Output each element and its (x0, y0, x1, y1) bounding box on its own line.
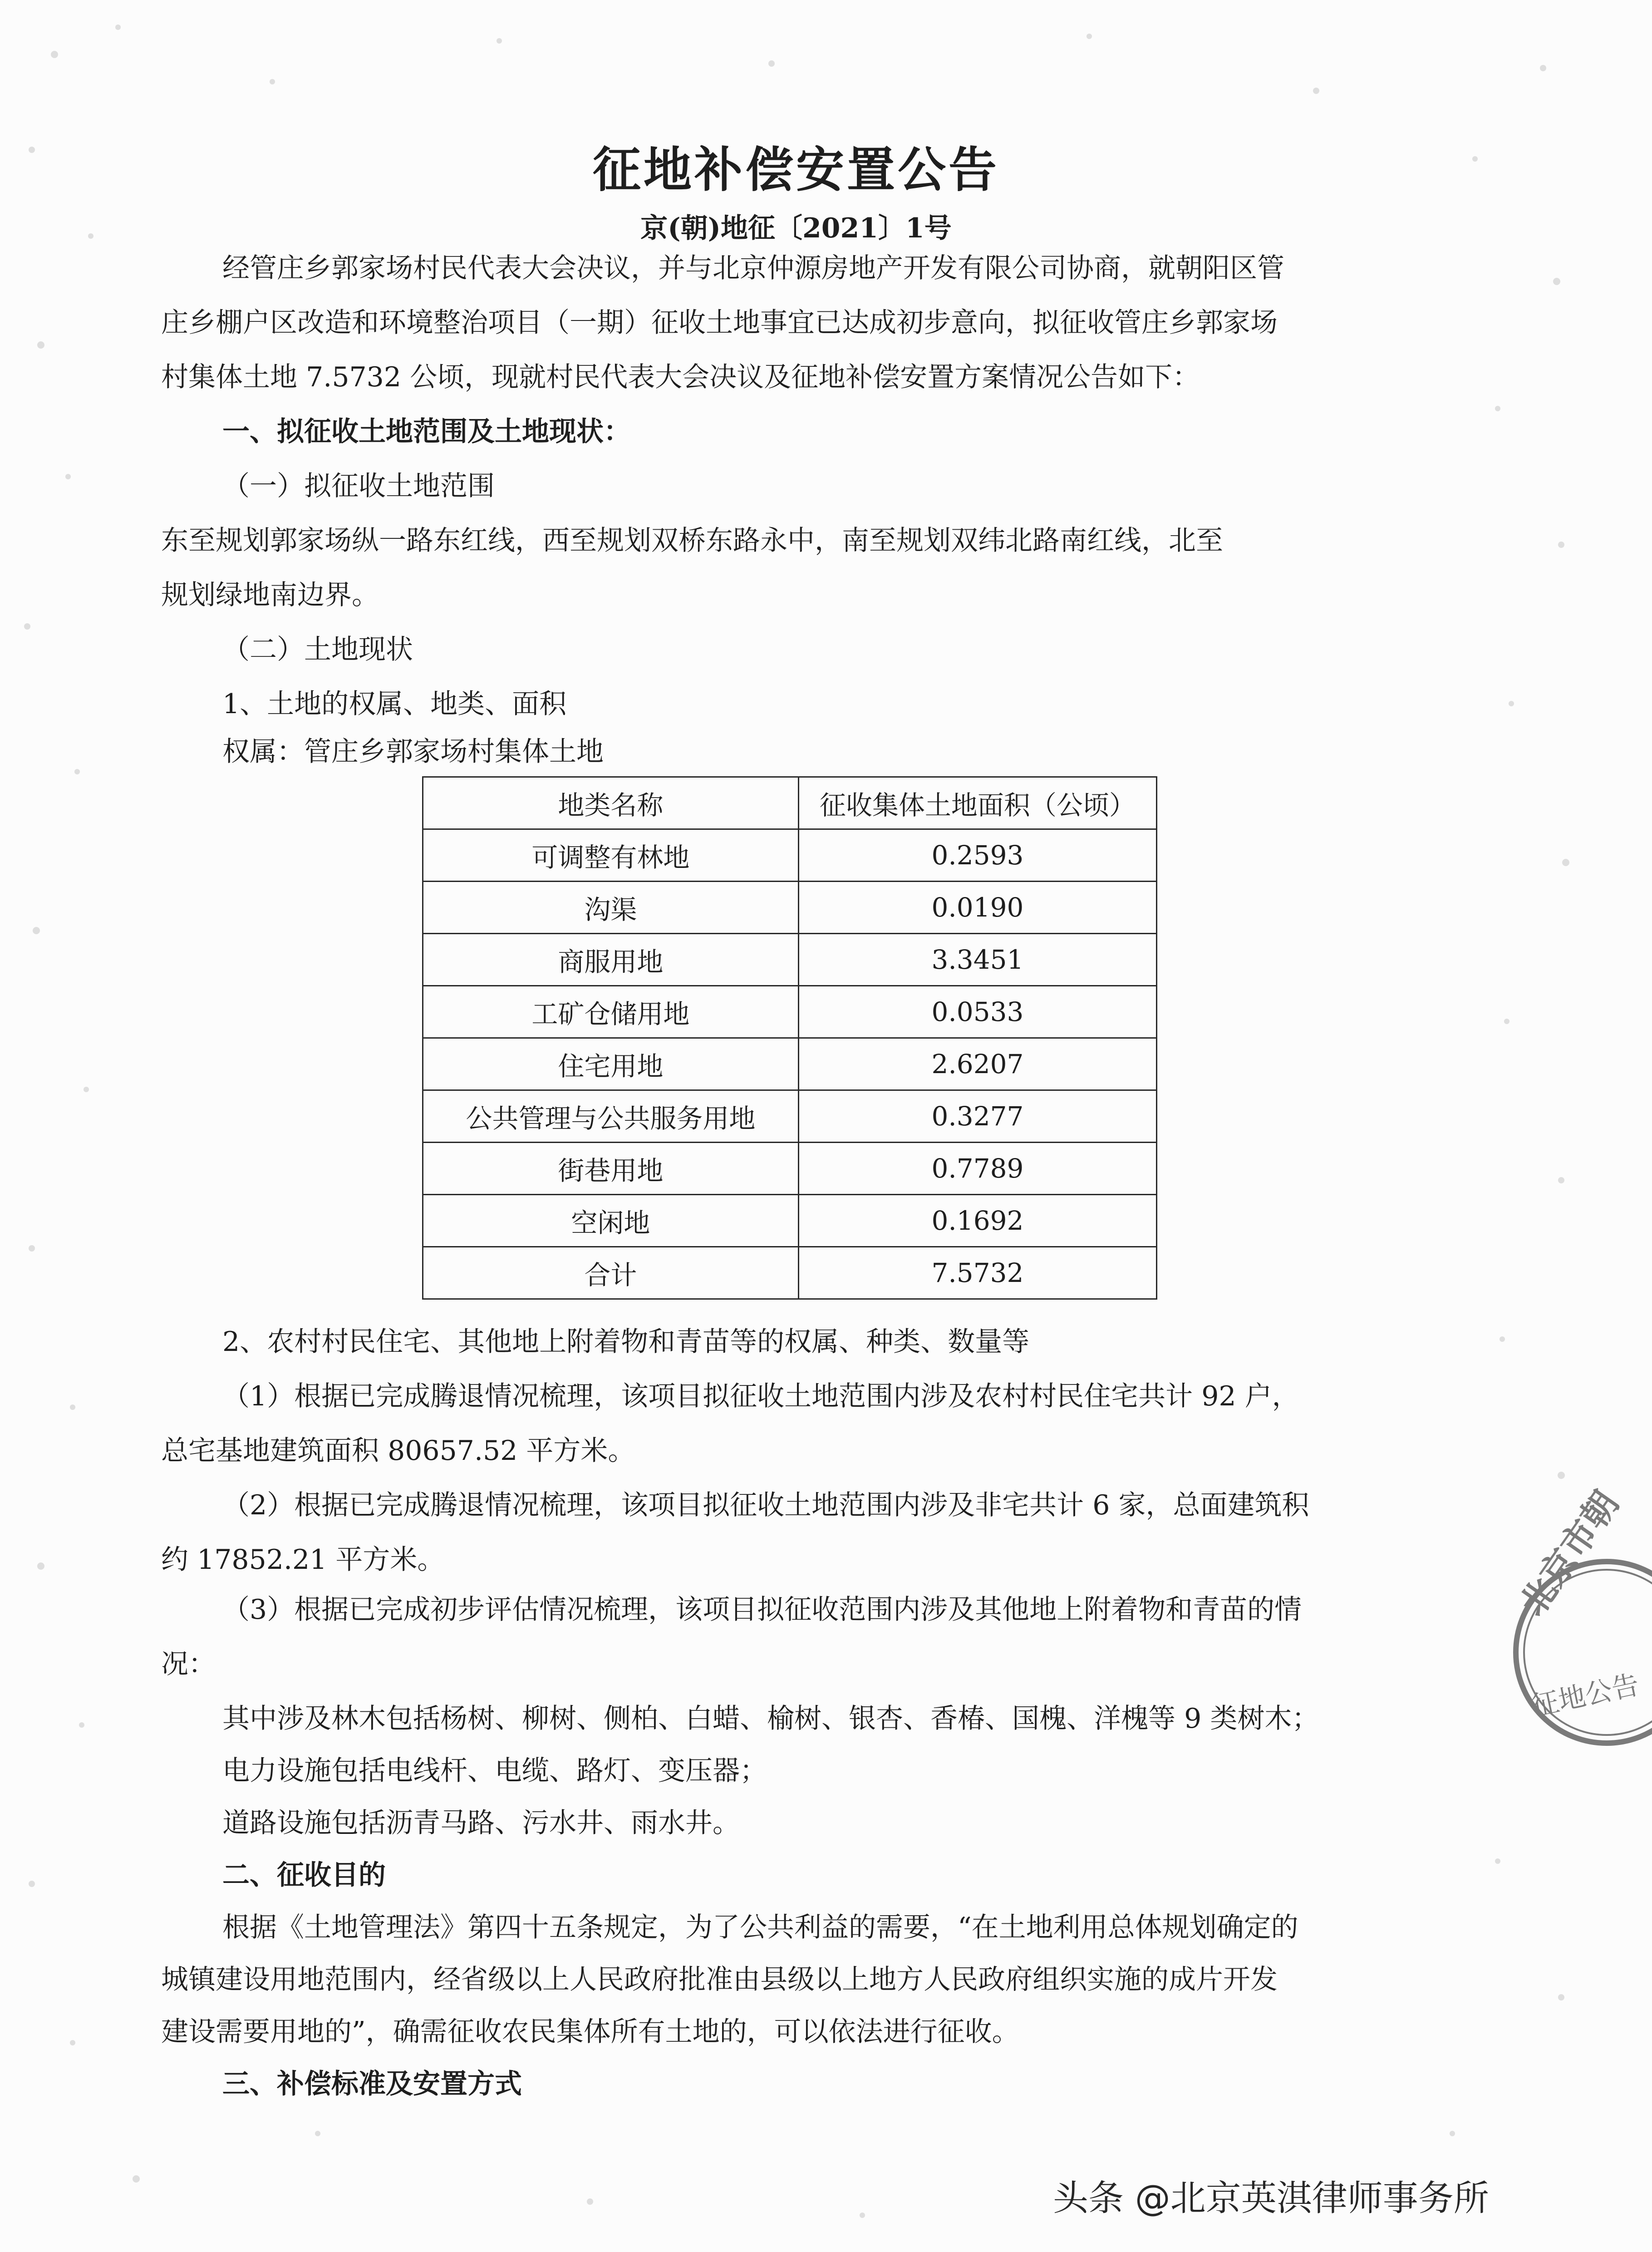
subsection-heading: （一）拟征收土地范围 (222, 470, 495, 502)
paragraph-line: （1）根据已完成腾退情况梳理，该项目拟征收土地范围内涉及农村村民住宅共计 92 户， (222, 1380, 1299, 1412)
land-area-cell: 0.3277 (798, 1090, 1156, 1143)
watermark-text: 头条 @北京英淇律师事务所 (1053, 2178, 1489, 2219)
land-type-cell: 合计 (423, 1247, 799, 1299)
paragraph-line: 况： (161, 1648, 216, 1680)
paragraph-line: 约 17852.21 平方米。 (161, 1544, 445, 1576)
section-heading: 三、补偿标准及安置方式 (222, 2068, 522, 2100)
land-area-cell: 0.1692 (798, 1195, 1156, 1247)
table-header-cell: 征收集体土地面积（公顷） (798, 777, 1156, 829)
paragraph-line: 建设需要用地的”，确需征收农民集体所有土地的，可以依法进行征收。 (161, 2016, 1019, 2048)
table-header-row (423, 777, 1157, 829)
table-row (423, 1143, 1157, 1195)
document-number: 京(朝)地征〔2021〕1号 (640, 212, 952, 244)
paragraph-line: （3）根据已完成初步评估情况梳理，该项目拟征收范围内涉及其他地上附着物和青苗的情 (222, 1594, 1302, 1626)
land-type-cell: 住宅用地 (423, 1038, 799, 1090)
table-row (423, 882, 1157, 934)
land-area-table (422, 776, 1157, 1300)
land-type-cell: 可调整有林地 (423, 829, 799, 882)
item-heading: 1、土地的权属、地类、面积 (222, 688, 567, 720)
list-item: 其中涉及林木包括杨树、柳树、侧柏、白蜡、榆树、银杏、香椿、国槐、洋槐等 9 类树木； (222, 1703, 1319, 1735)
table-row (423, 1090, 1157, 1143)
land-type-cell: 沟渠 (423, 882, 799, 934)
seal-outer-text: 北京市朝 (1512, 1483, 1627, 1623)
land-type-cell: 商服用地 (423, 934, 799, 986)
list-item: 道路设施包括沥青马路、污水井、雨水井。 (222, 1807, 740, 1839)
land-type-cell: 公共管理与公共服务用地 (423, 1090, 799, 1143)
land-type-cell: 工矿仓储用地 (423, 986, 799, 1038)
table-header-cell: 地类名称 (423, 777, 799, 829)
paragraph-line: 东至规划郭家场纵一路东红线，西至规划双桥东路永中，南至规划双纬北路南红线，北至 (161, 525, 1223, 557)
land-type-cell: 街巷用地 (423, 1143, 799, 1195)
land-area-cell: 0.0533 (798, 986, 1156, 1038)
section-heading: 二、征收目的 (222, 1859, 386, 1891)
intro-line: 庄乡棚户区改造和环境整治项目（一期）征收土地事宜已达成初步意向，拟征收管庄乡郭家场 (161, 307, 1278, 339)
subsection-heading: （二）土地现状 (222, 634, 413, 665)
table-row (423, 934, 1157, 986)
table-row (423, 1038, 1157, 1090)
section-heading: 一、拟征收土地范围及土地现状： (222, 416, 631, 448)
land-area-cell: 3.3451 (798, 934, 1156, 986)
table-row (423, 1195, 1157, 1247)
table-row (423, 986, 1157, 1038)
intro-line: 经管庄乡郭家场村民代表大会决议，并与北京仲源房地产开发有限公司协商，就朝阳区管 (222, 252, 1284, 284)
paragraph-line: 总宅基地建筑面积 80657.52 平方米。 (161, 1435, 635, 1467)
table-row (423, 829, 1157, 882)
land-area-cell: 7.5732 (798, 1247, 1156, 1299)
paragraph-line: 根据《土地管理法》第四十五条规定，为了公共利益的需要，“在土地利用总体规划确定的 (222, 1912, 1298, 1943)
notice-title: 征地补偿安置公告 (593, 141, 999, 198)
item-heading: 2、农村村民住宅、其他地上附着物和青苗等的权属、种类、数量等 (222, 1326, 1030, 1358)
land-type-cell: 空闲地 (423, 1195, 799, 1247)
official-seal-stamp (1470, 1483, 1652, 1766)
list-item: 电力设施包括电线杆、电缆、路灯、变压器； (222, 1755, 767, 1787)
paragraph-line: 规划绿地南边界。 (161, 579, 379, 611)
land-area-cell: 0.0190 (798, 882, 1156, 934)
ownership-line: 权属：管庄乡郭家场村集体土地 (222, 736, 604, 768)
paragraph-line: 城镇建设用地范围内，经省级以上人民政府批准由县级以上地方人民政府组织实施的成片开发 (161, 1964, 1278, 1996)
land-area-cell: 2.6207 (798, 1038, 1156, 1090)
intro-line: 村集体土地 7.5732 公顷，现就村民代表大会决议及征地补偿安置方案情况公告如下： (161, 361, 1200, 393)
paragraph-line: （2）根据已完成腾退情况梳理，该项目拟征收土地范围内涉及非宅共计 6 家，总面建筑积 (222, 1489, 1309, 1521)
table-row (423, 1247, 1157, 1299)
seal-inner-text: 征地公告 (1529, 1669, 1642, 1723)
land-area-cell: 0.7789 (798, 1143, 1156, 1195)
land-area-cell: 0.2593 (798, 829, 1156, 882)
